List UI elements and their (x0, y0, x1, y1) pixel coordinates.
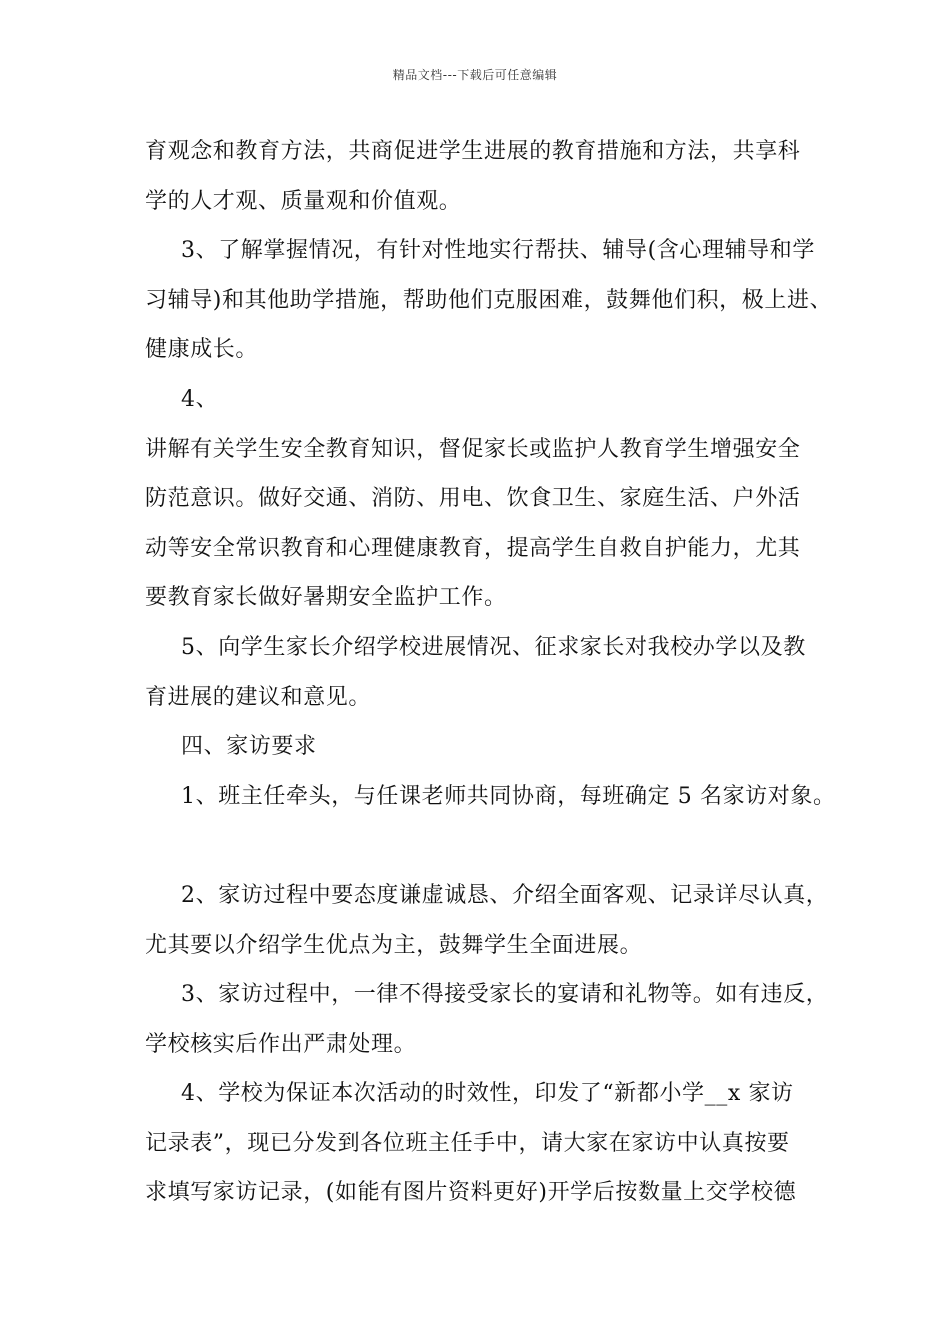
text-line: 健康成长。 (145, 337, 259, 363)
text-line: 讲解有关学生安全教育知识，督促家长或监护人教育学生增强安全 (145, 436, 801, 462)
text-line: 2、家访过程中要态度谦虚诚恳、介绍全面客观、记录详尽认真， (181, 882, 829, 908)
text-line: 求填写家访记录，(如能有图片资料更好)开学后按数量上交学校德 (145, 1180, 797, 1206)
text-line: 5、向学生家长介绍学校进展情况、征求家长对我校办学以及教 (181, 634, 806, 660)
text-line: 习辅导)和其他助学措施，帮助他们克服困难，鼓舞他们积，极上进、 (145, 287, 833, 313)
text-line: 育观念和教育方法，共商促进学生进展的教育措施和方法，共享科 (145, 139, 801, 164)
page-header: 精品文档---下载后可任意编辑 (392, 68, 558, 82)
text-line: 3、家访过程中，一律不得接受家长的宴请和礼物等。如有违反， (181, 982, 829, 1008)
text-line: 要教育家长做好暑期安全监护工作。 (145, 585, 507, 611)
section-heading: 四、家访要求 (181, 734, 317, 760)
text-line: 3、了解掌握情况，有针对性地实行帮扶、辅导(含心理辅导和学 (181, 238, 815, 264)
blank-gap (145, 826, 825, 876)
text-line: 4、学校为保证本次活动的时效性，印发了“新都小学__x 家访 (181, 1081, 794, 1107)
text-line: 学校核实后作出严肃处理。 (145, 1031, 417, 1057)
text-line: 1、班主任牵头，与任课老师共同协商，每班确定 5 名家访对象。 (181, 783, 836, 809)
text-line: 动等安全常识教育和心理健康教育，提高学生自救自护能力，尤其 (145, 535, 801, 561)
text-line: 4、 (181, 386, 219, 412)
text-line: 育进展的建议和意见。 (145, 684, 372, 710)
text-line: 防范意识。做好交通、消防、用电、饮食卫生、家庭生活、户外活 (145, 486, 801, 512)
document-body (145, 132, 836, 1223)
text-line: 学的人才观、质量观和价值观。 (145, 188, 462, 214)
text-line: 记录表”，现已分发到各位班主任手中，请大家在家访中认真按要 (145, 1130, 790, 1156)
text-line: 尤其要以介绍学生优点为主，鼓舞学生全面进展。 (145, 932, 643, 958)
